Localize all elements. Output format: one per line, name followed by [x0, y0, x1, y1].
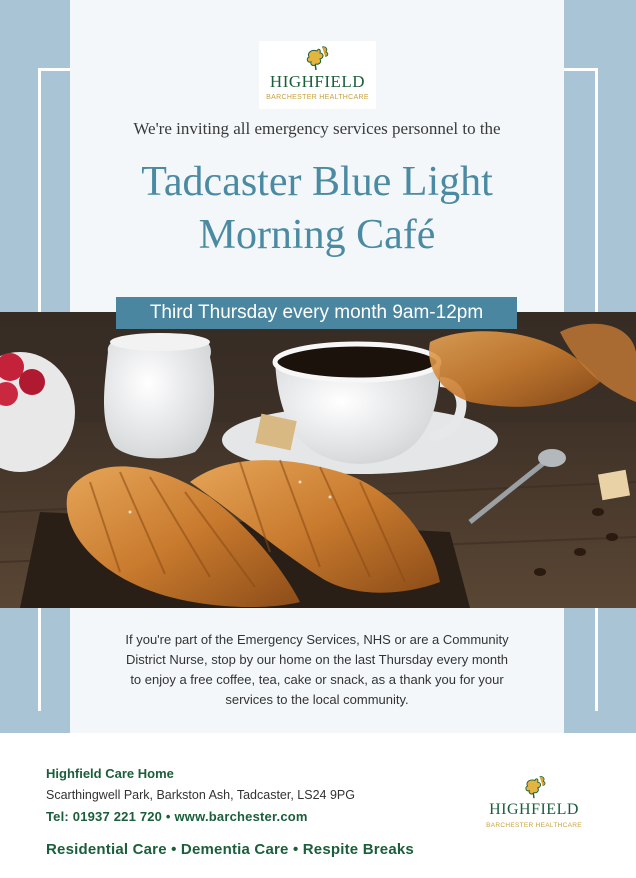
body-line-2: District Nurse, stop by our home on the last Thursday every month [126, 652, 508, 667]
footer-logo [484, 771, 584, 833]
title-line-1: Tadcaster Blue Light [141, 159, 493, 205]
logo-name: HIGHFIELD [269, 72, 366, 91]
footer-logo-name: HIGHFIELD [489, 801, 579, 818]
coffee-croissant-photo [0, 312, 636, 608]
body-line-4: services to the local community. [225, 692, 409, 707]
services-list: Residential Care • Dementia Care • Respite Breaks [46, 841, 414, 858]
invitation-details [90, 630, 544, 710]
oak-leaf-icon [301, 43, 331, 73]
body-line-1: If you're part of the Emergency Services, NHS or are a Community [125, 632, 509, 647]
brand-logo [259, 41, 376, 109]
body-line-3: to enjoy a free coffee, tea, cake or snack, as a thank you for your [130, 672, 504, 687]
page-title [70, 156, 564, 262]
invite-text: We're inviting all emergency services personnel to the [133, 119, 501, 138]
title-line-2: Morning Café [198, 212, 436, 258]
logo-subtitle: BARCHESTER HEALTHCARE [266, 94, 369, 101]
care-home-address: Scarthingwell Park, Barkston Ash, Tadcaster, LS24 9PG [46, 788, 355, 802]
care-home-name: Highfield Care Home [46, 766, 174, 781]
schedule-banner: Third Thursday every month 9am-12pm [116, 297, 517, 329]
footer [0, 733, 636, 878]
oak-leaf-icon [520, 773, 548, 801]
footer-logo-subtitle: BARCHESTER HEALTHCARE [486, 822, 582, 829]
contact-details: Tel: 01937 221 720 • www.barchester.com [46, 809, 308, 824]
